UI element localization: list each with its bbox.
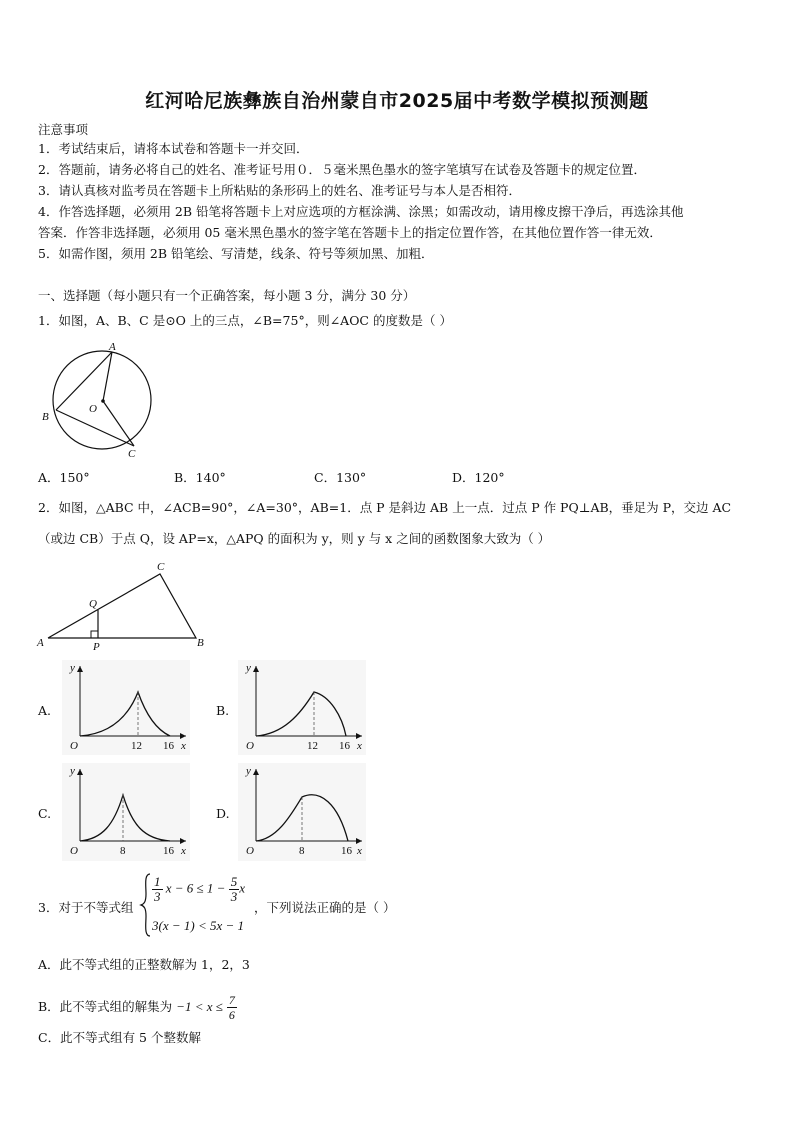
y-axis-label: y — [246, 765, 251, 777]
graph-d — [238, 763, 366, 861]
point-label-a: A — [37, 637, 44, 649]
x-axis-label: x — [181, 740, 186, 752]
option-b: B. — [216, 703, 230, 718]
option-c: C. — [38, 806, 52, 821]
tick-label: 16 — [339, 740, 350, 752]
notice-heading: 注意事项 — [38, 122, 89, 137]
point-label-a: A — [109, 341, 116, 353]
option-c: C．此不等式组有 5 个整数解 — [38, 1030, 201, 1045]
y-axis-label: y — [70, 765, 75, 777]
fraction-numerator: 1 — [154, 874, 161, 889]
y-axis-label: y — [70, 662, 75, 674]
inequality-2: 3(x − 1) < 5x − 1 — [152, 918, 245, 933]
point-label-b: B — [197, 637, 204, 649]
page-title: 红河哈尼族彝族自治州蒙自市2025届中考数学模拟预测题 — [145, 90, 649, 112]
graph-c — [62, 763, 190, 861]
question-2-stem-cont: （或边 CB）于点 Q，设 AP=x，△APQ 的面积为 y，则 y 与 x 之间的函数图象大致为（ ） — [38, 531, 551, 546]
fraction-denominator: 3 — [154, 889, 161, 904]
x-axis-label: x — [357, 845, 362, 857]
fraction-denominator: 3 — [230, 889, 238, 904]
notice-item: 5．如需作图，须用 2B 铅笔绘、写清楚，线条、符号等须加黑、加粗． — [38, 246, 434, 261]
option-c: C．130° — [314, 470, 367, 485]
question-3-prefix: 3．对于不等式组 — [38, 900, 134, 915]
fraction-denominator: 6 — [228, 1008, 235, 1022]
x-axis-label: x — [181, 845, 186, 857]
x-axis-label: x — [357, 740, 362, 752]
option-b-text: B．此不等式组的解集为 — [38, 999, 173, 1014]
triangle-figure — [36, 560, 211, 655]
inequality-tail: x — [239, 880, 245, 896]
notice-item: 1．考试结束后，请将本试卷和答题卡一并交回． — [38, 141, 309, 156]
option-a: A．此不等式组的正整数解为 1，2，3 — [38, 957, 250, 972]
option-b-math: −1 < x ≤ — [176, 999, 223, 1014]
tick-label: 8 — [120, 845, 126, 857]
y-axis-label: y — [246, 662, 251, 674]
point-label-c: C — [157, 561, 165, 573]
inequality-middle: x − 6 ≤ 1 − — [165, 880, 226, 896]
origin-label: O — [70, 740, 78, 752]
notice-item: 3．请认真核对监考员在答题卡上所粘贴的条形码上的姓名、准考证号与本人是否相符． — [38, 183, 521, 198]
question-3-suffix: ，下列说法正确的是（ ） — [254, 900, 396, 915]
tick-label: 16 — [163, 740, 174, 752]
tick-label: 12 — [307, 740, 318, 752]
origin-label: O — [70, 845, 78, 857]
notice-item: 4．作答选择题，必须用 2B 铅笔将答题卡上对应选项的方框涂满、涂黑；如需改动，请用橡皮擦干净后，再选涂其他 — [38, 204, 684, 219]
graph-b — [238, 660, 366, 755]
point-label-c: C — [128, 448, 136, 460]
section-heading: 一、选择题（每小题只有一个正确答案，每小题 3 分，满分 30 分） — [38, 288, 416, 303]
option-d: D．120° — [452, 470, 505, 485]
inequality-1 — [152, 875, 245, 904]
tick-label: 8 — [299, 845, 305, 857]
origin-label: O — [246, 845, 254, 857]
option-b — [38, 993, 237, 1022]
system-brace — [140, 872, 152, 938]
point-label-b: B — [42, 411, 49, 423]
fraction-numerator: 7 — [228, 993, 235, 1007]
origin-label: O — [246, 740, 254, 752]
tick-label: 16 — [163, 845, 174, 857]
option-a: A. — [38, 703, 52, 718]
point-label-o: O — [89, 403, 97, 415]
notice-item: 2．答题前，请务必将自己的姓名、准考证号用０．５毫米黑色墨水的签字笔填写在试卷及答题卡的规定位置． — [38, 162, 646, 177]
point-label-p: P — [93, 641, 100, 653]
graph-a — [62, 660, 190, 755]
option-a: A．150° — [38, 470, 90, 485]
option-b: B．140° — [174, 470, 226, 485]
notice-item: 答案．作答非选择题，必须用 05 毫米黑色墨水的签字笔在答题卡上的指定位置作答，在其他位置作答一律无效． — [38, 225, 662, 240]
point-label-q: Q — [89, 598, 97, 610]
tick-label: 12 — [131, 740, 142, 752]
tick-label: 16 — [341, 845, 352, 857]
question-2-stem: 2．如图，△ABC 中，∠ACB=90°，∠A=30°，AB=1．点 P 是斜边 AB 上一点．过点 P 作 PQ⊥AB，垂足为 P，交边 AC — [38, 500, 732, 515]
fraction-numerator: 5 — [230, 874, 238, 889]
circle-figure — [38, 338, 158, 463]
option-d: D. — [216, 806, 230, 821]
question-1-stem: 1．如图，A、B、C 是⊙O 上的三点，∠B=75°，则∠AOC 的度数是（ ） — [38, 313, 452, 328]
